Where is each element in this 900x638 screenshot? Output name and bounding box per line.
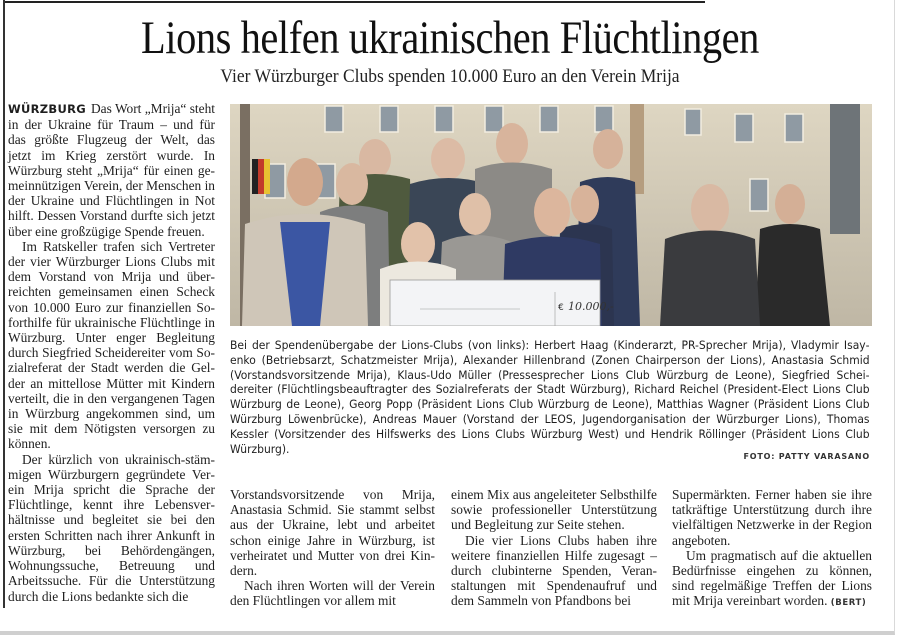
group-photo	[230, 104, 872, 326]
paragraph-6: einem Mix aus angeleiteter Selbsthilfe sowie professioneller Unterstützung und Begleitung zur Seite stehen.	[451, 487, 658, 533]
subheadline: Vier Würzburger Clubs spenden 10.000 Euro an den Verein Mrija	[220, 66, 680, 87]
left-column-rule	[3, 0, 5, 608]
group-photo-image	[230, 104, 872, 326]
paragraph-3: Der kürzlich von ukrainisch-stämmigen Würzburgern gegründete Verein Mrija spricht die Sprache der Flüchtlinge, kennt ihre Lebensverhältnisse und begleitet sie bei den ersten Schritten nach ihrer Ankunft in Würzburg, bei Behördengängen, Wohnungssuche, Betreuung und Arbeitssuche. Für die Unterstützung durch die Lions bedankte sich die	[8, 451, 215, 604]
paragraph-4: Vorstandsvorsitzende von Mrija, Anastasia Schmid. Sie stammt selbst aus der Ukraine, lebt und arbeitet schon einige Jahre in Würzburg, ist verheiratet und Mutter von drei Kindern.	[230, 487, 435, 579]
paragraph-9-text: Um pragmatisch auf die aktuellen Bedürfnisse eingehen zu können, sind regelmäßige Treffen der Lions mit Mrija vereinbart worden.	[672, 547, 872, 609]
paragraph-1	[8, 101, 215, 239]
article-column-4	[672, 487, 872, 612]
author-tag: (BERT)	[830, 598, 867, 609]
paragraph-9	[672, 548, 872, 612]
photo-credit: FOTO: PATTY VARASANO	[743, 452, 870, 461]
cheque-currency: €	[558, 303, 564, 313]
photo-caption: Bei der Spendenübergabe der Lions-Clubs (von links): Herbert Haag (Kinderarzt, PR-Sprecher Mrija), Vladymir Isayenko (Betriebsarzt, Schatzmeister Mrija), Alexander Hillenbrand (Zonen Chairperson der Lions), Anastasia Schmid (Vorstandsvorsitzende Mrija), Klaus-Udo Müller (Pressesprecher Lions Club Würzburg de Leone), Siegfried Scheidereiter (Flüchtlingsbeauftragter des Sozialreferats der Stadt Würzburg), Richard Reichel (President-Elect Lions Club Würzburg de Leone), Georg Popp (Präsident Lions Club Würzburg de Leone), Matthias Wagner (Präsident Lions Club Würzburg Löwenbrücke), Andreas Mauer (Vorstand der LEOS, Jugendorganisation der Würzburger Lions), Thomas Kessler (Vorsitzender des Hilfswerks des Lions Clubs Würzburg West) und Hendrik Röllinger (Präsident Lions Club Würzburg).	[230, 338, 870, 456]
paragraph-8: Supermärkten. Ferner haben sie ihre tatkräftige Unterstützung durch ihre vielfältigen Netzwerke in der Region angeboten.	[672, 487, 872, 548]
headline: Lions helfen ukrainischen Flüchtlingen	[141, 12, 759, 64]
cheque-amount: 10.000,-	[568, 300, 614, 313]
dateline: WÜRZBURG	[8, 102, 87, 116]
paragraph-7: Die vier Lions Clubs haben ihre weitere finanziellen Hilfe zugesagt – durch clubinterne Spenden, Veranstaltungen mit Spendenaufruf und dem Sammeln von Pfandbons bei	[451, 532, 657, 609]
top-rule	[3, 1, 705, 3]
article-column-1	[8, 101, 215, 604]
paragraph-2: Im Ratskeller trafen sich Vertreter der vier Würzburger Lions Clubs mit dem Vorstand von Mrija und überreichten gemeinsamen einen Scheck von 10.000 Euro zur finanziellen Soforthilfe für ukrainische Flüchtlinge in Würzburg. Unter enger Begleitung durch Siegfried Scheidereiter vom Sozialreferat der Stadt werden die Gelder an mittellose Mütter mit Kindern verteilt, die in den vergangenen Tagen in Würzburg angekommen sind, um sie mit dem Nötigsten versorgen zu können.	[8, 238, 215, 452]
article-column-2	[230, 487, 435, 609]
article-column-3	[451, 487, 657, 609]
paragraph-1-text: Das Wort „Mrija“ steht in der Ukraine für Traum – und für das größte Flugzeug der Welt, das jetzt im Krieg zerstört wurde. In Würzburg steht „Mrija“ für einen gemeinnützigen Verein, der Menschen in der Ukraine und Flüchtlingen in Not hilft. Dessen Vorstand durfte sich jetzt über eine großzügige Spende freuen.	[8, 101, 216, 239]
paragraph-5: Nach ihren Worten will der Verein den Flüchtlingen vor allem mit	[230, 578, 435, 609]
